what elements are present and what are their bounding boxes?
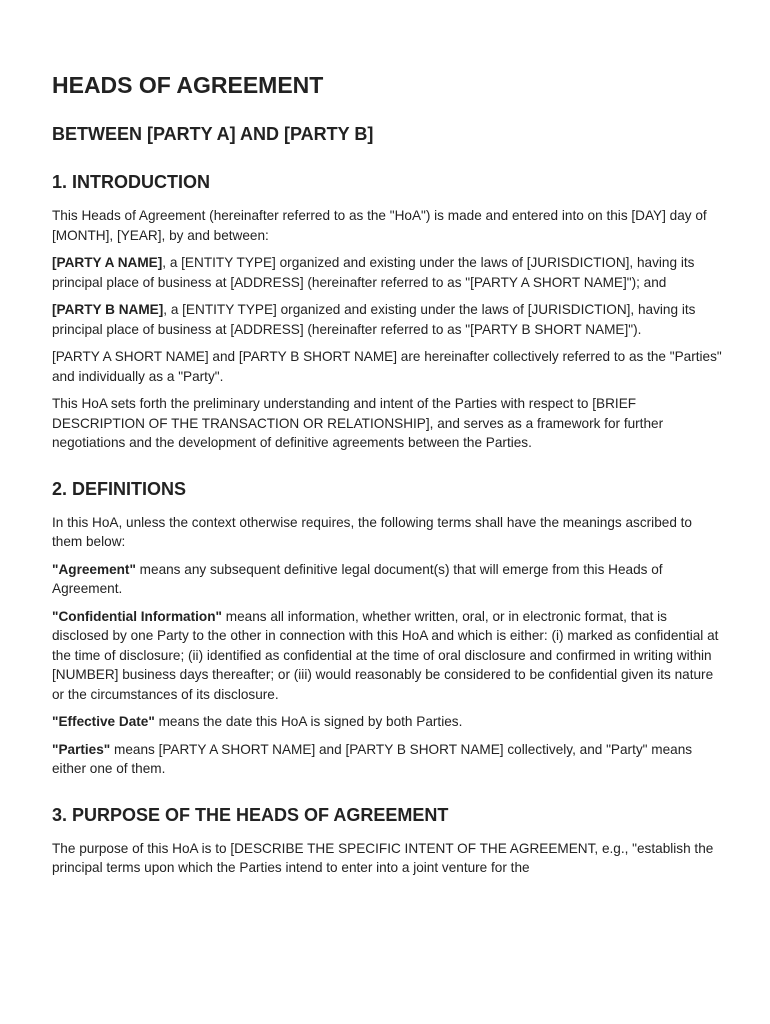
hoa-scope-paragraph: This HoA sets forth the preliminary understanding and intent of the Parties with respect to [BRIEF DESCRIPTION OF THE TRANSACTION OR RELATIONSHIP], and serves as a framework for further negotiations and the development of definitive agreements between the Parties.: [52, 396, 664, 450]
party-b-paragraph: [52, 300, 722, 339]
parties-paragraph: [PARTY A SHORT NAME] and [PARTY B SHORT NAME] are hereinafter collectively referred to as the "Parties" and individually as a "Party".: [52, 349, 722, 384]
party-b-name: [PARTY B NAME]: [52, 302, 164, 317]
definition-term: "Parties": [52, 741, 111, 757]
definition-term: "Agreement": [52, 561, 136, 577]
section-heading-introduction: 1. INTRODUCTION: [52, 172, 211, 192]
definition-term: "Confidential Information": [52, 608, 222, 624]
section-heading-definitions: 2. DEFINITIONS: [52, 478, 187, 499]
definition-confidential-information: [52, 607, 722, 705]
definition-text: means any subsequent definitive legal document(s) that will emerge from this Heads of Agreement.: [52, 561, 663, 596]
intro-paragraph: This Heads of Agreement (hereinafter referred to as the "HoA") is made and entered into on this [DAY] day of [MONTH], [YEAR], by and between:: [52, 208, 707, 243]
document-title: HEADS OF AGREEMENT: [52, 72, 324, 98]
document-page: [52, 70, 722, 878]
definition-text: means the date this HoA is signed by both Parties.: [154, 714, 463, 729]
party-a-name: [PARTY A NAME]: [52, 255, 163, 270]
document-subtitle: BETWEEN [PARTY A] AND [PARTY B]: [52, 124, 374, 144]
party-a-details: , a [ENTITY TYPE] organized and existing under the laws of [JURISDICTION], having its principal place of business at [ADDRESS] (hereinafter referred to as "[PARTY A SHORT NAME]"); and: [52, 255, 695, 290]
definition-text: means all information, whether written, oral, or in electronic format, that is disclosed by one Party to the other in connection with this HoA and which is either: (i) marked as confidential at the time of disclosure; (ii) identified as confidential at the time of oral disclosure and confirmed in writing within [NUMBER] business days thereafter; or (iii) would reasonably be considered to be confidential given its nature or the circumstances of its disclosure.: [52, 608, 719, 702]
section-heading-purpose: 3. PURPOSE OF THE HEADS OF AGREEMENT: [52, 804, 449, 825]
definition-parties: [52, 740, 722, 779]
definition-effective-date: [52, 712, 722, 732]
definition-agreement: [52, 560, 722, 599]
party-b-details: , a [ENTITY TYPE] organized and existing under the laws of [JURISDICTION], having its principal place of business at [ADDRESS] (hereinafter referred to as "[PARTY B SHORT NAME]").: [52, 302, 696, 337]
definition-text: means [PARTY A SHORT NAME] and [PARTY B SHORT NAME] collectively, and "Party" means either one of them.: [52, 741, 693, 776]
purpose-paragraph: The purpose of this HoA is to [DESCRIBE THE SPECIFIC INTENT OF THE AGREEMENT, e.g., "establish the principal terms upon which the Parties intend to enter into a joint venture for the: [52, 840, 714, 875]
party-a-paragraph: [52, 253, 722, 292]
definitions-intro: In this HoA, unless the context otherwise requires, the following terms shall have the meanings ascribed to them below:: [52, 514, 692, 549]
definition-term: "Effective Date": [52, 714, 155, 729]
